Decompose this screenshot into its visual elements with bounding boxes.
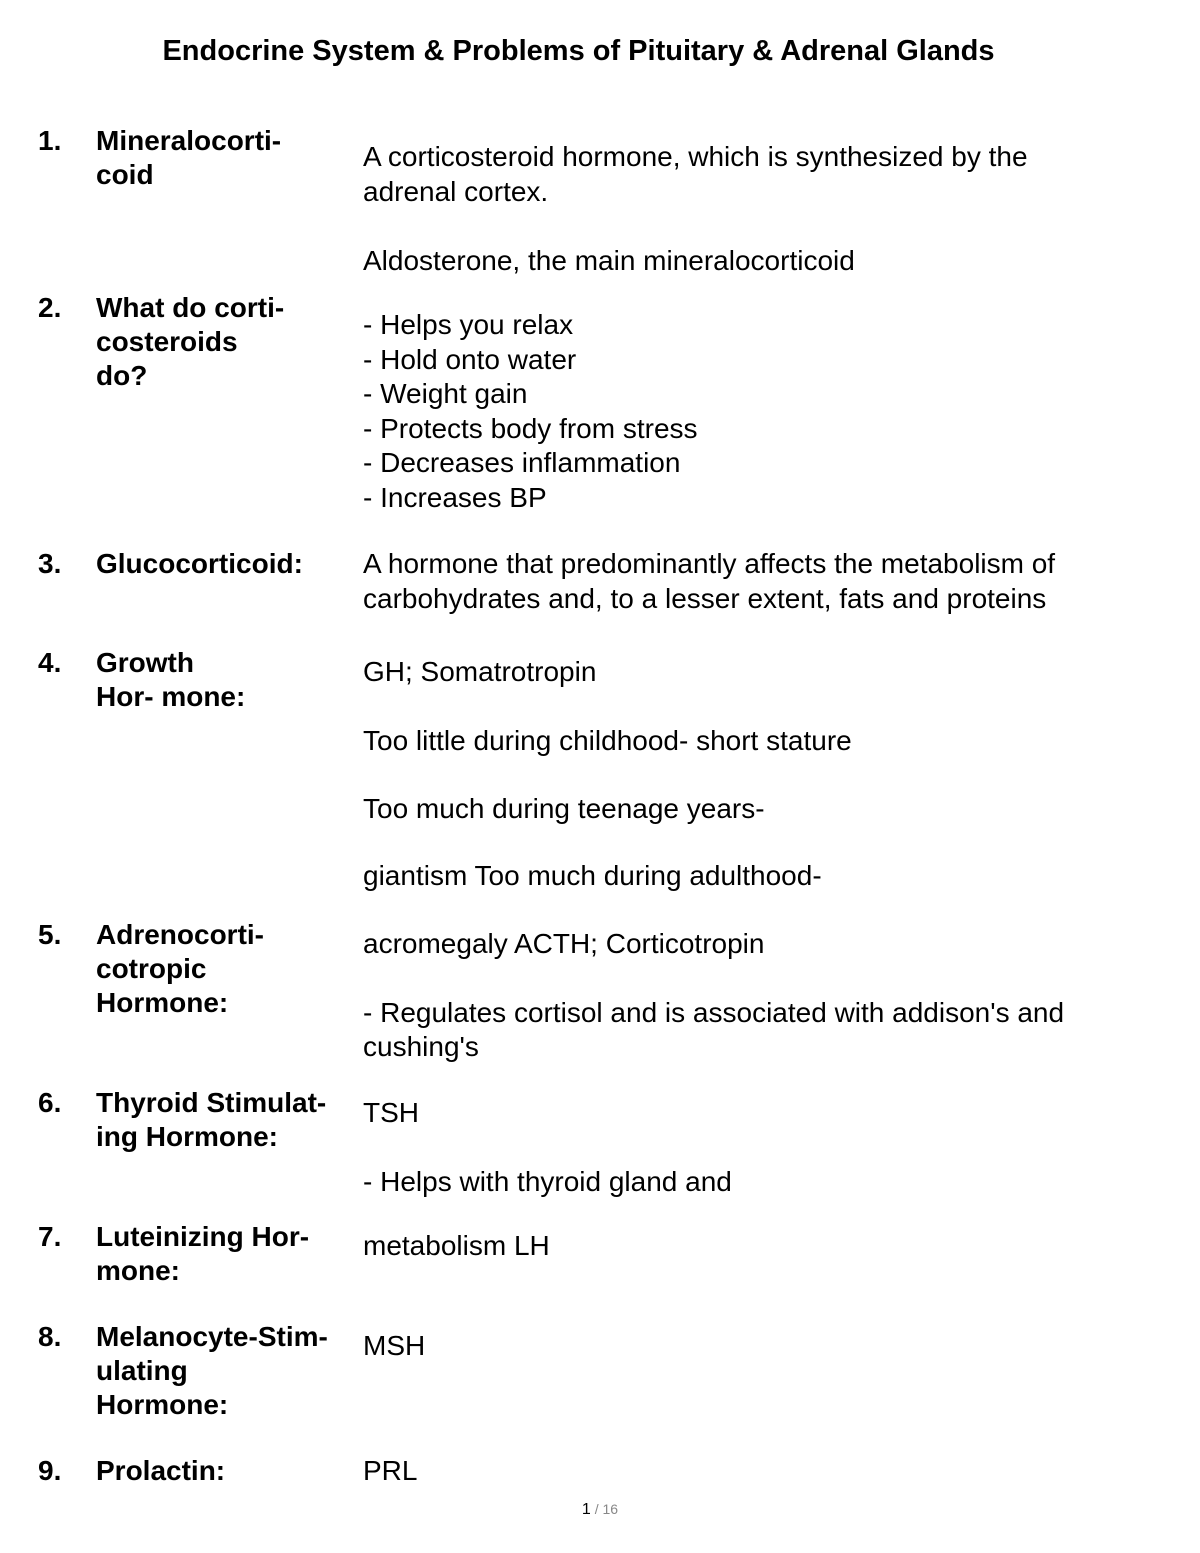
term-line: Luteinizing Hor- (96, 1221, 310, 1252)
definition-line: adrenal cortex. (363, 176, 549, 207)
term-line: mone: (96, 1255, 180, 1286)
item-number: 6. (38, 1087, 62, 1118)
term-line: Prolactin: (96, 1455, 226, 1486)
definition-line: carbohydrates and, to a lesser extent, fats and proteins (363, 583, 1047, 614)
term-line: coid (96, 159, 154, 190)
page-title: Endocrine System & Problems of Pituitary & Adrenal Glands (162, 35, 995, 67)
term-line: ing Hormone: (96, 1121, 278, 1152)
definition-line: A hormone that predominantly affects the metabolism of (363, 548, 1056, 579)
definition-line: Too much during teenage years- (363, 793, 765, 824)
term-line: Thyroid Stimulat- (96, 1087, 327, 1118)
item-number: 3. (38, 548, 62, 579)
total-pages: 16 (602, 1501, 619, 1517)
item-term (96, 646, 358, 714)
item-number: 4. (38, 647, 62, 678)
definition-line: GH; Somatrotropin (363, 656, 597, 687)
page-number (0, 1498, 1200, 1521)
term-line: ulating (96, 1355, 188, 1386)
term-line: Mineralocorti- (96, 125, 282, 156)
item-term (96, 918, 358, 1020)
definition-line: - Protects body from stress (363, 413, 698, 444)
term-line: Hormone: (96, 987, 229, 1018)
definition-line: - Helps with thyroid gland and (363, 1166, 732, 1197)
item-term (96, 1086, 358, 1154)
item-number: 2. (38, 292, 62, 323)
item-number: 9. (38, 1455, 62, 1486)
item-term (96, 1454, 358, 1488)
item-number: 7. (38, 1221, 62, 1252)
definition-line: A corticosteroid hormone, which is synthesized by the (363, 141, 1028, 172)
item-number: 8. (38, 1321, 62, 1352)
definition-line: - Increases BP (363, 482, 547, 513)
definition-line: - Hold onto water (363, 344, 577, 375)
item-term (96, 547, 361, 581)
term-line: costeroids (96, 326, 238, 357)
definition-line: - Decreases inflammation (363, 447, 681, 478)
definition-line: TSH (363, 1097, 419, 1128)
term-line: Hormone: (96, 1389, 229, 1420)
page-separator: / (590, 1501, 603, 1517)
definition-line: giantism Too much during adulthood- (363, 860, 822, 891)
term-line: Melanocyte-Stim- (96, 1321, 328, 1352)
definition-line: - Regulates cortisol and is associated with addison's and (363, 997, 1065, 1028)
definition-line: Aldosterone, the main mineralocorticoid (363, 245, 855, 276)
item-term (96, 124, 358, 192)
definition-line: acromegaly ACTH; Corticotropin (363, 928, 765, 959)
item-number: 5. (38, 919, 62, 950)
term-line: cotropic (96, 953, 207, 984)
item-term (96, 1220, 358, 1288)
definition-line: MSH (363, 1330, 426, 1361)
term-line: Hor- mone: (96, 681, 246, 712)
term-line: Adrenocorti- (96, 919, 264, 950)
definition-line: cushing's (363, 1031, 479, 1062)
current-page: 1 (581, 1501, 591, 1518)
definition-line: Too little during childhood- short stature (363, 725, 852, 756)
definition-line: - Helps you relax (363, 309, 574, 340)
term-line: do? (96, 360, 148, 391)
term-line: Growth (96, 647, 194, 678)
term-line: Glucocorticoid: (96, 548, 303, 579)
item-term (96, 1320, 358, 1422)
item-term (96, 291, 358, 393)
item-number: 1. (38, 125, 62, 156)
term-line: What do corti- (96, 292, 285, 323)
definition-line: metabolism LH (363, 1230, 550, 1261)
definition-line: PRL (363, 1455, 418, 1486)
definition-line: - Weight gain (363, 378, 528, 409)
